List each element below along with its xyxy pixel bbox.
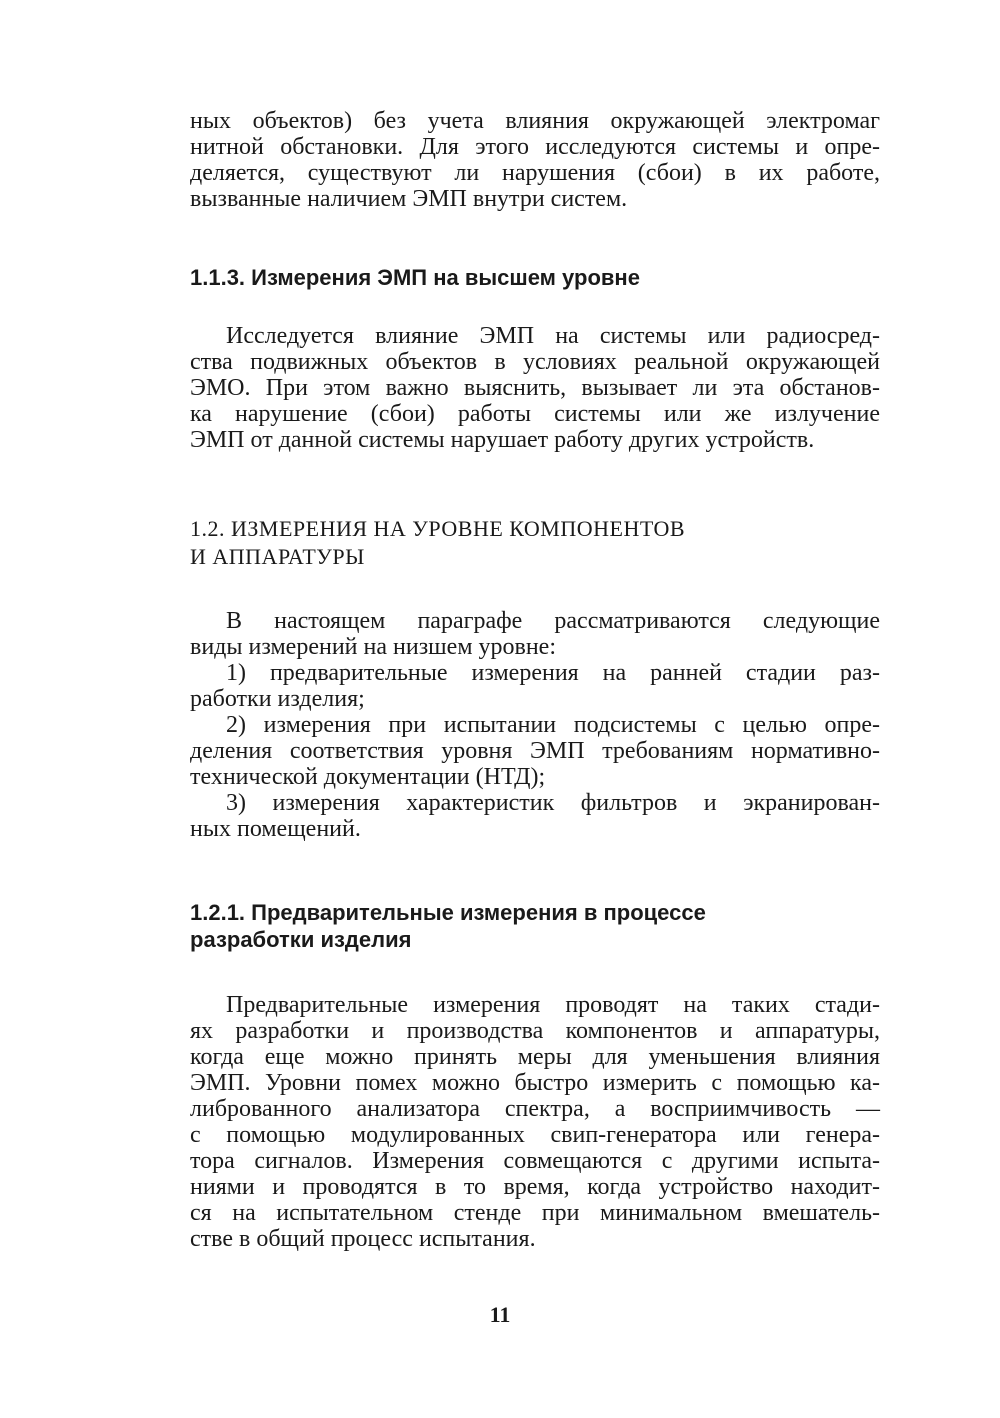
text-line: Исследуется влияние ЭМП на системы или радиосред-	[226, 323, 880, 349]
text-line: работки изделия;	[190, 686, 365, 712]
page-number: 11	[489, 1302, 511, 1327]
section-title-line: И АППАРАТУРЫ	[190, 544, 365, 569]
text-line: ка нарушение (сбои) работы системы или же излучение	[190, 401, 880, 427]
text-line: ЭМП. Уровни помех можно быстро измерить с помощью ка-	[190, 1070, 880, 1096]
text-line: виды измерений на низшем уровне:	[190, 634, 556, 660]
list-item: 3) измерения характеристик фильтров и экранирован-	[226, 790, 880, 816]
text-line: с помощью модулированных свип-генератора или генера-	[190, 1122, 880, 1148]
text-line: ЭМП от данной системы нарушает работу других устройств.	[190, 427, 815, 453]
text-line: деляется, существуют ли нарушения (сбои) в их работе,	[190, 160, 880, 186]
text-line: вызванные наличием ЭМП внутри систем.	[190, 186, 628, 212]
text-line: тора сигналов. Измерения совмещаются с другими испыта-	[190, 1148, 880, 1174]
text-line: ных объектов) без учета влияния окружающей электромаг	[190, 108, 880, 134]
text-line: ях разработки и производства компонентов и аппаратуры,	[190, 1018, 880, 1044]
text-line: ных помещений.	[190, 816, 361, 842]
text-line: Предварительные измерения проводят на таких стади-	[226, 992, 880, 1018]
text-line: В настоящем параграфе рассматриваются следующие	[226, 608, 880, 634]
text-line: ства подвижных объектов в условиях реальной окружающей	[190, 349, 880, 375]
text-line: либрованного анализатора спектра, а восприимчивость —	[190, 1096, 880, 1122]
text-line: деления соответствия уровня ЭМП требованиям нормативно-	[190, 738, 880, 764]
text-line: нитной обстановки. Для этого исследуются системы и опре-	[190, 134, 880, 160]
text-line: ниями и проводятся в то время, когда устройство находит-	[190, 1174, 880, 1200]
heading-line: разработки изделия	[190, 927, 412, 952]
text-line: ЭМО. При этом важно выяснить, вызывает ли эта обстанов-	[190, 375, 880, 401]
text-line: ся на испытательном стенде при минимальном вмешатель-	[190, 1200, 880, 1226]
text-line: технической документации (НТД);	[190, 764, 546, 790]
heading-1-1-3: 1.1.3. Измерения ЭМП на высшем уровне	[190, 265, 640, 290]
list-item: 2) измерения при испытании подсистемы с целью опре-	[226, 712, 880, 738]
section-title-line: 1.2. ИЗМЕРЕНИЯ НА УРОВНЕ КОМПОНЕНТОВ	[190, 516, 686, 541]
list-item: 1) предварительные измерения на ранней стадии раз-	[226, 660, 880, 686]
text-line: стве в общий процесс испытания.	[190, 1226, 536, 1252]
text-line: когда еще можно принять меры для уменьшения влияния	[190, 1044, 880, 1070]
heading-line: 1.2.1. Предварительные измерения в процессе	[190, 900, 706, 925]
